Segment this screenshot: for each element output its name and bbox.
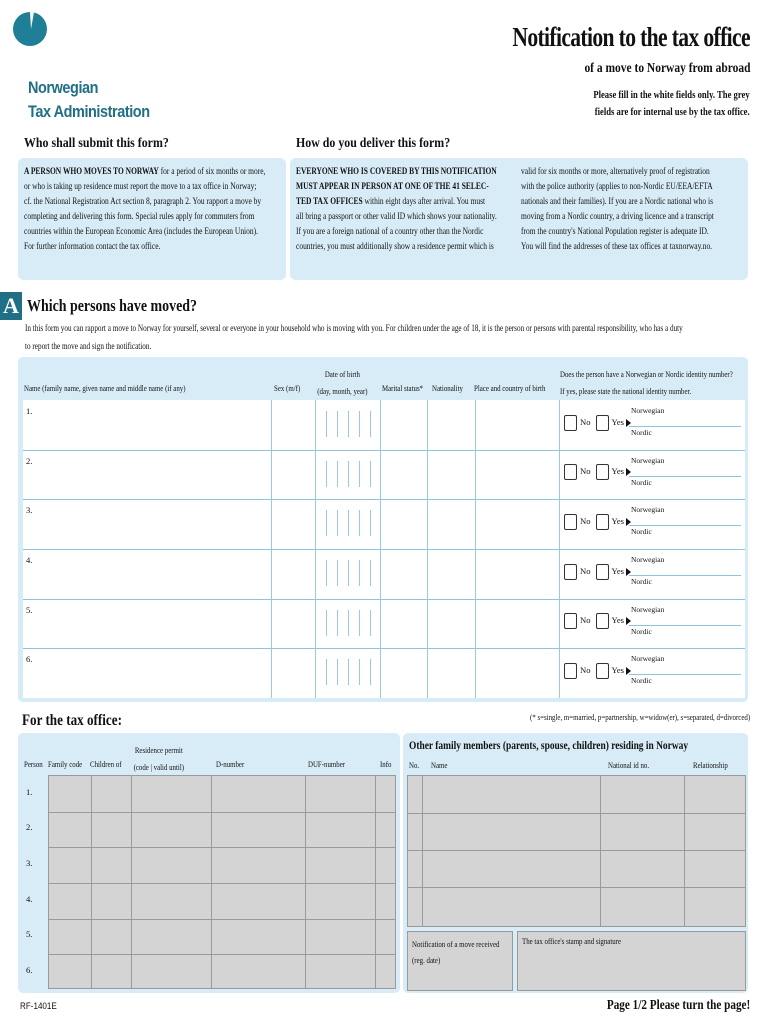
col-header-dob-line1: Date of birth xyxy=(324,369,360,379)
no-label: No xyxy=(580,416,591,427)
section-a-intro-line1: In this form you can rapport a move to Norway for yourself, several or everyone in your household who is moving with you. For children under the age of 18, it is the person or persons with parental responsibility, who has a duty xyxy=(25,323,683,334)
text-line-rest: For further information contact the tax office. xyxy=(24,241,161,252)
section-a-intro-line2: to report the move and sign the notification. xyxy=(25,341,152,352)
person-row xyxy=(23,599,745,650)
text-line: nationals and their families). If you are a Nordic national who is xyxy=(521,196,714,207)
form-code: RF-1401E xyxy=(20,1001,57,1012)
person-name-field[interactable] xyxy=(43,501,265,547)
family-col-name: Name xyxy=(431,760,448,770)
text-line xyxy=(296,224,522,239)
org-line1: Norwegian xyxy=(28,78,99,97)
nordic-label: Nordic xyxy=(631,676,652,686)
text-line xyxy=(24,239,289,254)
text-line xyxy=(24,179,289,194)
person-row-number: 5. xyxy=(26,604,33,615)
identity-number-choice xyxy=(564,415,631,431)
tax-col-dnumber: D-number xyxy=(216,759,245,769)
tax-col-residence-line2: (code | valid until) xyxy=(133,762,185,772)
received-box xyxy=(407,931,513,991)
person-rows xyxy=(23,400,745,698)
text-line-bold: TED TAX OFFICES xyxy=(296,196,363,207)
family-col-no: No. xyxy=(409,760,420,770)
stamp-label: The tax office's stamp and signature xyxy=(522,936,622,946)
text-line: valid for six months or more, alternatively proof of registration xyxy=(521,166,710,177)
text-line xyxy=(24,164,289,179)
text-line-rest: cf. the National Registration Act section 8, paragraph 2. You rapport a move by xyxy=(24,196,262,207)
fill-note-line2: fields are for internal use by the tax office. xyxy=(595,107,750,118)
text-line-rest: countries within the European Economic Area (includes the European Union). xyxy=(24,226,258,237)
person-row xyxy=(23,499,745,550)
fill-note xyxy=(594,87,750,121)
norwegian-id-field[interactable] xyxy=(629,555,741,576)
norwegian-label: Norwegian xyxy=(631,604,665,614)
tax-col-duf: DUF-number xyxy=(308,759,346,769)
norwegian-label: Norwegian xyxy=(631,555,665,564)
nordic-label: Nordic xyxy=(631,527,652,537)
text-line-rest: If you are a foreign national of a country other than the Nordic xyxy=(296,226,484,237)
family-heading: Other family members (parents, spouse, children) residing in Norway xyxy=(409,740,689,752)
tax-office-table xyxy=(18,733,400,993)
person-row xyxy=(23,400,745,451)
yes-label: Yes xyxy=(611,615,625,626)
person-row xyxy=(23,648,745,698)
nordic-id-field[interactable] xyxy=(629,527,741,545)
yes-checkbox[interactable] xyxy=(596,564,609,580)
received-label-line1: Notification of a move received xyxy=(412,939,500,949)
person-row xyxy=(23,549,745,600)
page-footer: Page 1/2 Please turn the page! xyxy=(606,998,750,1013)
col-header-dob xyxy=(316,366,369,400)
tax-office-row-number: 3. xyxy=(26,858,33,869)
who-box xyxy=(18,158,286,280)
no-checkbox[interactable] xyxy=(564,613,577,629)
text-line-rest: within eight days after arrival. You must xyxy=(362,196,486,207)
person-row-number: 1. xyxy=(26,406,33,416)
identity-number-choice xyxy=(564,564,631,580)
text-line xyxy=(296,239,522,254)
nordic-label: Nordic xyxy=(631,428,652,437)
section-a-badge xyxy=(0,292,22,320)
tax-office-grid xyxy=(48,775,396,989)
nordic-label: Nordic xyxy=(631,577,652,586)
tax-col-residence xyxy=(130,742,188,776)
no-checkbox[interactable] xyxy=(564,564,577,580)
section-a-letter: A xyxy=(3,293,19,318)
person-name-field[interactable] xyxy=(43,551,265,597)
no-checkbox[interactable] xyxy=(564,415,577,431)
tax-office-row-number: 1. xyxy=(26,786,33,797)
page-title: Notification to the tax office xyxy=(512,22,750,52)
logo xyxy=(12,10,48,46)
text-line-bold: A PERSON WHO MOVES TO NORWAY xyxy=(24,166,159,177)
norwegian-label: Norwegian xyxy=(631,654,665,664)
text-line-bold: EVERYONE WHO IS COVERED BY THIS NOTIFICATION xyxy=(296,166,497,177)
identity-number-choice xyxy=(564,663,631,679)
how-box xyxy=(290,158,748,280)
col-header-place: Place and country of birth xyxy=(474,383,546,393)
yes-label: Yes xyxy=(611,466,625,477)
family-col-id: National id no. xyxy=(608,760,650,770)
col-header-marital: Marital status* xyxy=(382,383,424,393)
org-line2: Tax Administration xyxy=(28,102,150,121)
yes-checkbox[interactable] xyxy=(596,663,609,679)
identity-number-choice xyxy=(564,464,631,480)
how-heading: How do you deliver this form? xyxy=(296,136,451,151)
person-row xyxy=(23,450,745,501)
tax-office-row-number: 6. xyxy=(26,965,33,976)
nordic-id-field[interactable] xyxy=(629,478,741,496)
person-name-field[interactable] xyxy=(43,601,265,647)
tax-office-row-number: 2. xyxy=(26,822,33,833)
norwegian-label: Norwegian xyxy=(631,455,665,465)
norwegian-label: Norwegian xyxy=(631,406,665,415)
tax-col-info: Info xyxy=(380,759,392,769)
yes-label: Yes xyxy=(611,565,625,576)
norwegian-label: Norwegian xyxy=(631,505,665,515)
tax-col-residence-line1: Residence permit xyxy=(134,745,183,755)
yes-label: Yes xyxy=(611,416,625,427)
family-rows xyxy=(407,775,746,927)
identity-number-choice xyxy=(564,514,631,530)
no-label: No xyxy=(580,615,591,626)
text-line xyxy=(296,179,522,194)
col-header-nationality: Nationality xyxy=(432,383,463,393)
norwegian-id-field[interactable] xyxy=(629,505,741,526)
received-label-line2: (reg. date) xyxy=(412,955,441,965)
col-header-name: Name (family name, given name and middle name (if any) xyxy=(24,383,186,393)
yes-checkbox[interactable] xyxy=(596,613,609,629)
who-heading: Who shall submit this form? xyxy=(24,136,169,151)
nordic-id-field[interactable] xyxy=(629,676,741,694)
text-line xyxy=(296,194,522,209)
person-name-field[interactable] xyxy=(43,452,265,498)
tax-rows xyxy=(22,775,396,989)
no-label: No xyxy=(580,466,591,477)
org-name xyxy=(28,76,150,124)
family-col-rel: Relationship xyxy=(693,760,728,770)
yes-checkbox[interactable] xyxy=(596,415,609,431)
fill-note-line1: Please fill in the white fields only. The grey xyxy=(593,90,750,101)
text-line: with the police authority (applies to non-Nordic EU/EEA/EFTA xyxy=(521,181,713,192)
tax-col-family: Family code xyxy=(48,759,83,769)
tax-col-children: Children of xyxy=(90,759,122,769)
col-header-dob-line2: (day, month, year) xyxy=(317,386,368,396)
text-line xyxy=(24,194,289,209)
nordic-id-field[interactable] xyxy=(629,627,741,645)
norwegian-id-field[interactable] xyxy=(629,605,741,626)
person-row-number: 6. xyxy=(26,654,33,665)
text-line-rest: or who is taking up residence must report the move to a tax office in Norway; xyxy=(24,181,257,192)
text-line-rest: for a period of six months or more, xyxy=(158,166,266,177)
text-line: moving from a Nordic country, a driving licence and a transcript xyxy=(521,211,714,222)
yes-checkbox[interactable] xyxy=(596,464,609,480)
text-line: You will find the addresses of these tax offices at taxnorway.no. xyxy=(521,241,713,252)
yes-checkbox[interactable] xyxy=(596,514,609,530)
no-checkbox[interactable] xyxy=(564,464,577,480)
tax-office-row-number: 5. xyxy=(26,929,33,940)
identity-number-choice xyxy=(564,613,631,629)
no-label: No xyxy=(580,665,591,676)
col-header-id-line2: If yes, please state the national identity number. xyxy=(560,386,692,396)
nordic-id-field[interactable] xyxy=(629,428,741,446)
tax-office-row-number: 4. xyxy=(26,893,33,904)
text-line-bold: MUST APPEAR IN PERSON AT ONE OF THE 41 SELEC- xyxy=(296,181,489,192)
norwegian-id-field[interactable] xyxy=(629,654,741,675)
no-label: No xyxy=(580,565,591,576)
no-checkbox[interactable] xyxy=(564,514,577,530)
text-line xyxy=(296,164,522,179)
person-name-field[interactable] xyxy=(43,650,265,696)
tax-office-heading: For the tax office: xyxy=(22,712,122,729)
col-header-id xyxy=(560,366,733,400)
no-label: No xyxy=(580,516,591,527)
person-row-number: 4. xyxy=(26,555,33,565)
no-checkbox[interactable] xyxy=(564,663,577,679)
person-name-field[interactable] xyxy=(43,402,265,448)
stamp-box xyxy=(517,931,746,991)
family-table xyxy=(403,733,748,993)
tax-col-person: Person xyxy=(24,759,43,769)
norwegian-id-field[interactable] xyxy=(629,456,741,477)
marital-footnote: (* s=single, m=married, p=partnership, w=widow(er), s=separated, d=divorced) xyxy=(529,712,750,722)
nordic-label: Nordic xyxy=(631,477,652,487)
text-line-rest: all bring a passport or other valid ID which shows your nationality. xyxy=(296,211,497,222)
norwegian-id-field[interactable] xyxy=(629,406,741,427)
persons-table xyxy=(18,357,748,702)
col-header-sex: Sex (m/f) xyxy=(274,383,301,393)
text-line xyxy=(24,209,289,224)
text-line-rest: completing and delivering this form. Special rules apply for commuters from xyxy=(24,211,255,222)
yes-label: Yes xyxy=(611,516,625,527)
logo-icon xyxy=(12,10,48,46)
section-a-heading: Which persons have moved? xyxy=(27,296,198,315)
section-a-intro xyxy=(25,320,683,356)
person-row-number: 2. xyxy=(26,455,33,466)
person-row-number: 3. xyxy=(26,505,33,516)
col-header-id-line1: Does the person have a Norwegian or Nordic identity number? xyxy=(560,369,733,379)
yes-label: Yes xyxy=(611,665,625,676)
text-line-rest: countries, you must additionally show a residence permit which is xyxy=(296,241,494,252)
text-line: from the country's National Population register is adequate ID. xyxy=(521,226,709,237)
page-subtitle: of a move to Norway from abroad xyxy=(583,61,750,76)
text-line xyxy=(24,224,289,239)
nordic-id-field[interactable] xyxy=(629,577,741,595)
nordic-label: Nordic xyxy=(631,626,652,636)
text-line xyxy=(296,209,522,224)
